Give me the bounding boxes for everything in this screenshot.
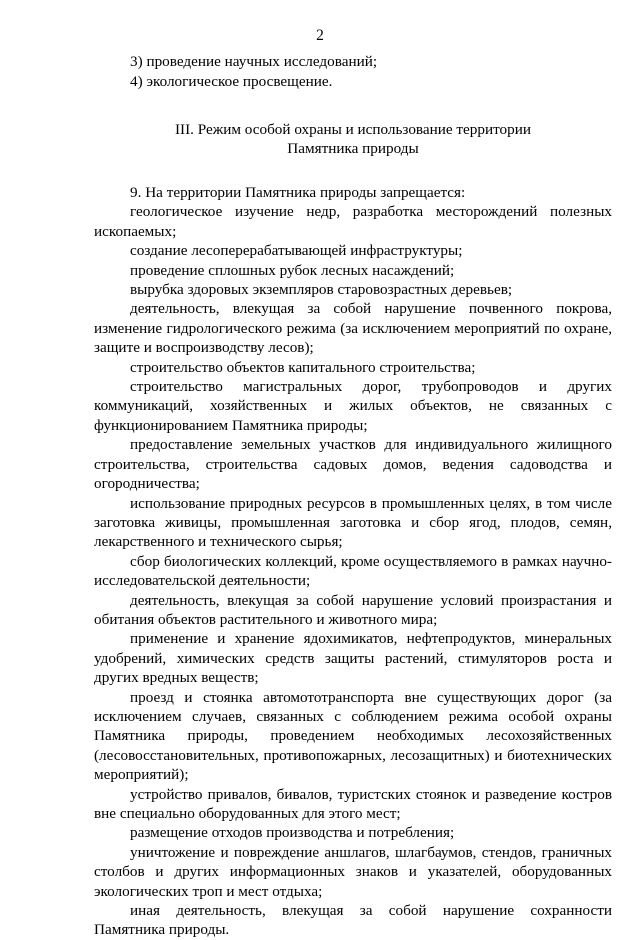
document-body — [94, 52, 612, 940]
section-heading — [94, 120, 612, 158]
section-heading-line: Памятника природы — [287, 140, 419, 157]
list-item: 3) проведение научных исследований; — [130, 53, 378, 70]
prohibition-item: использование природных ресурсов в промышленных целях, в том числе заготовка живицы, промышленная заготовка и сбор ягод, плодов, семян, лекарственного и технического сырья; — [94, 494, 612, 551]
prohibition-item: создание лесоперерабатывающей инфраструктуры; — [130, 242, 463, 260]
section-heading-line: III. Режим особой охраны и использование территории — [174, 121, 531, 138]
prohibition-item: применение и хранение ядохимикатов, нефтепродуктов, минеральных удобрений, химических средств защиты растений, стимуляторов роста и других вредных веществ; — [94, 630, 612, 687]
clause-intro: 9. На территории Памятника природы запрещается: — [130, 184, 466, 201]
page-number: 2 — [316, 27, 324, 44]
prohibition-item: вырубка здоровых экземпляров старовозрастных деревьев; — [130, 281, 513, 299]
prohibition-item: проведение сплошных рубок лесных насаждений; — [130, 261, 455, 279]
prohibition-item: строительство магистральных дорог, трубопроводов и других коммуникаций, хозяйственных и жилых объектов, не связанных с функционированием Памятника природы; — [94, 378, 612, 434]
prohibition-item: деятельность, влекущая за собой нарушение условий произрастания и обитания объектов растительного и животного мира; — [94, 591, 612, 628]
prohibition-item: иная деятельность, влекущая за собой нарушение сохранности Памятника природы. — [94, 902, 612, 939]
prohibition-item: уничтожение и повреждение аншлагов, шлагбаумов, стендов, граничных столбов и других информационных знаков и указателей, оборудованных экологических троп и мест отдыха; — [94, 843, 612, 900]
prohibition-item: устройство привалов, бивалов, туристских стоянок и разведение костров вне специально оборудованных для этого мест; — [94, 785, 612, 822]
list-item: 4) экологическое просвещение. — [130, 72, 333, 90]
prohibition-item: сбор биологических коллекций, кроме осуществляемого в рамках научно-исследовательской деятельности; — [94, 552, 612, 590]
prohibition-item: предоставление земельных участков для индивидуального жилищного строительства, строительства садовых домов, ведения садоводства и огородничества; — [94, 436, 612, 493]
prohibition-item: деятельность, влекущая за собой нарушение почвенного покрова, изменение гидрологического режима (за исключением мероприятий по охране, защите и воспроизводству лесов); — [94, 300, 612, 357]
prohibition-item: геологическое изучение недр, разработка месторождений полезных ископаемых; — [94, 203, 612, 240]
prohibition-item: размещение отходов производства и потребления; — [130, 824, 455, 842]
prohibition-item: строительство объектов капитального строительства; — [130, 358, 476, 376]
prohibition-item: проезд и стоянка автомототранспорта вне существующих дорог (за исключением случаев, связанных с соблюдением режима особой охраны Памятника природы, проведением необходимых лесохозяйственных (лесовосстановительных, противопожарных, лесозащитных) и биотехнических мероприятий); — [94, 688, 612, 784]
